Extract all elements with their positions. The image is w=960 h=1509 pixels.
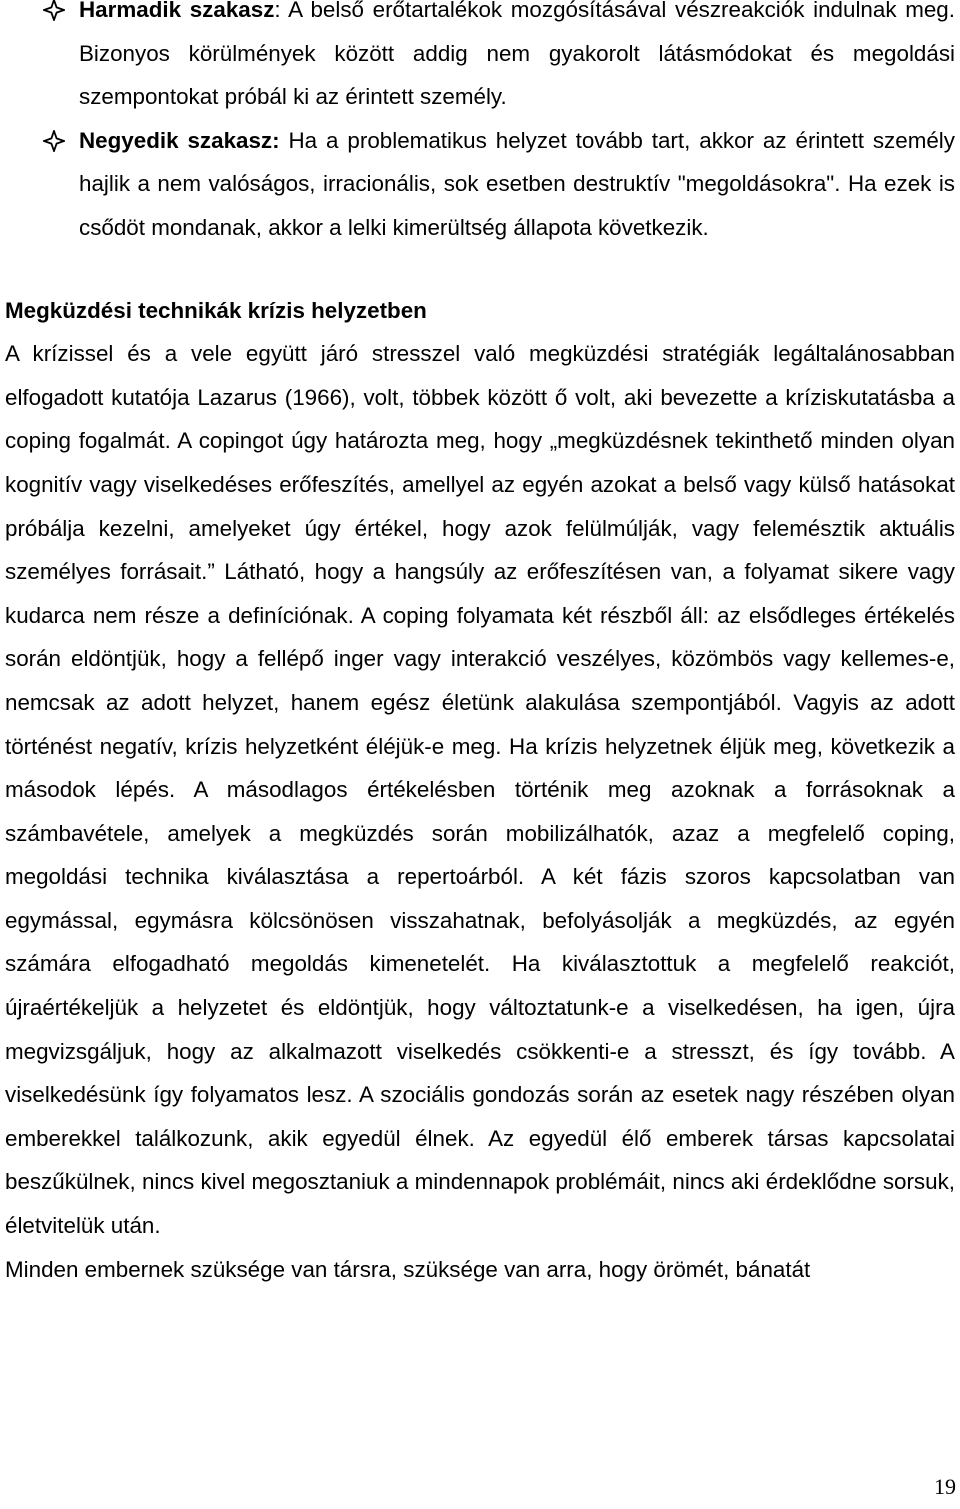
body-paragraph: A krízissel és a vele együtt járó stresszel való megküzdési stratégiák legáltalánosabban elfogadott kutatója Lazarus (1966), volt, többek között ő volt, aki bevezette a kríziskutatásba a coping fogalmát. A copingot úgy határozta meg, hogy „megküzdésnek tekinthető minden olyan kognitív vagy viselkedéses erőfeszítés, amellyel az egyén azokat a belső vagy külső hatásokat próbálja kezelni, amelyeket úgy értékel, hogy azok felülmúlják, vagy felemésztik aktuális személyes forrásait.” Látható, hogy a hangsúly az erőfeszítésen van, a folyamat sikere vagy kudarca nem része a definíciónak. A coping folyamata két részből áll: az elsődleges értékelés során eldöntjük, hogy a fellépő inger vagy interakció veszélyes, közömbös vagy kellemes-e, nemcsak az adott helyzet, hanem egész életünk alakulása szempontjából. Vagyis az adott történést negatív, krízis helyzetként éléjük-e meg. Ha krízis helyzetnek éljük meg, következik a másodok lépés. A másodlagos értékelésben történik meg azoknak a forrásoknak a számbavétele, amelyek a megküzdés során mobilizálhatók, azaz a megfelelő coping, megoldási technika kiválasztása a repertoárból. A két fázis szoros kapcsolatban van egymással, egymásra kölcsönösen visszahatnak, befolyásolják a megküzdés, az egyén számára elfogadható megoldás kimenetelét. Ha kiválasztottuk a megfelelő reakciót, újraértékeljük a helyzetet és eldöntjük, hogy változtatunk-e a viselkedésen, ha igen, újra megvizsgáljuk, hogy az alkalmazott viselkedés csökkenti-e a stresszt, és így tovább. A viselkedésünk így folyamatos lesz. A szociális gondozás során az esetek nagy részében olyan emberekkel találkozunk, akik egyedül élnek. Az egyedül élő emberek társas kapcsolatai beszűkülnek, nincs kivel megosztaniuk a mindennapok problémáit, nincs aki érdeklődne sorsuk, életvitelük után.	[5, 341, 955, 1239]
bullet-text: A belső erőtartalékok mozgósításával vészreakciók indulnak meg. Bizonyos körülmények között addig nem gyakorolt látásmódokat és megoldási szempontokat próbál ki az érintett személy.	[79, 0, 955, 110]
bullet-label: Negyedik szakasz:	[79, 127, 280, 153]
four-point-star-outline-icon	[43, 130, 65, 152]
four-point-star-outline-icon	[43, 0, 65, 21]
bullet-separator	[280, 128, 289, 153]
bullet-item-fourth-stage	[5, 119, 955, 250]
section-title: Megküzdési technikák krízis helyzetben	[5, 297, 427, 323]
document-page	[5, 0, 955, 1291]
bullet-separator: :	[274, 0, 289, 22]
bullet-label: Harmadik szakasz	[79, 0, 275, 22]
page-number: 19	[934, 1474, 956, 1499]
bullet-text: Ha a problematikus helyzet tovább tart, akkor az érintett személy hajlik a nem valóságos, irracionális, sok esetben destruktív "megoldásokra". Ha ezek is csődöt mondanak, akkor a lelki kimerültség állapota következik.	[79, 127, 955, 240]
continued-paragraph: Minden embernek szüksége van társra, szüksége van arra, hogy örömét, bánatát	[5, 1256, 811, 1282]
bullet-item-third-stage	[5, 0, 955, 119]
